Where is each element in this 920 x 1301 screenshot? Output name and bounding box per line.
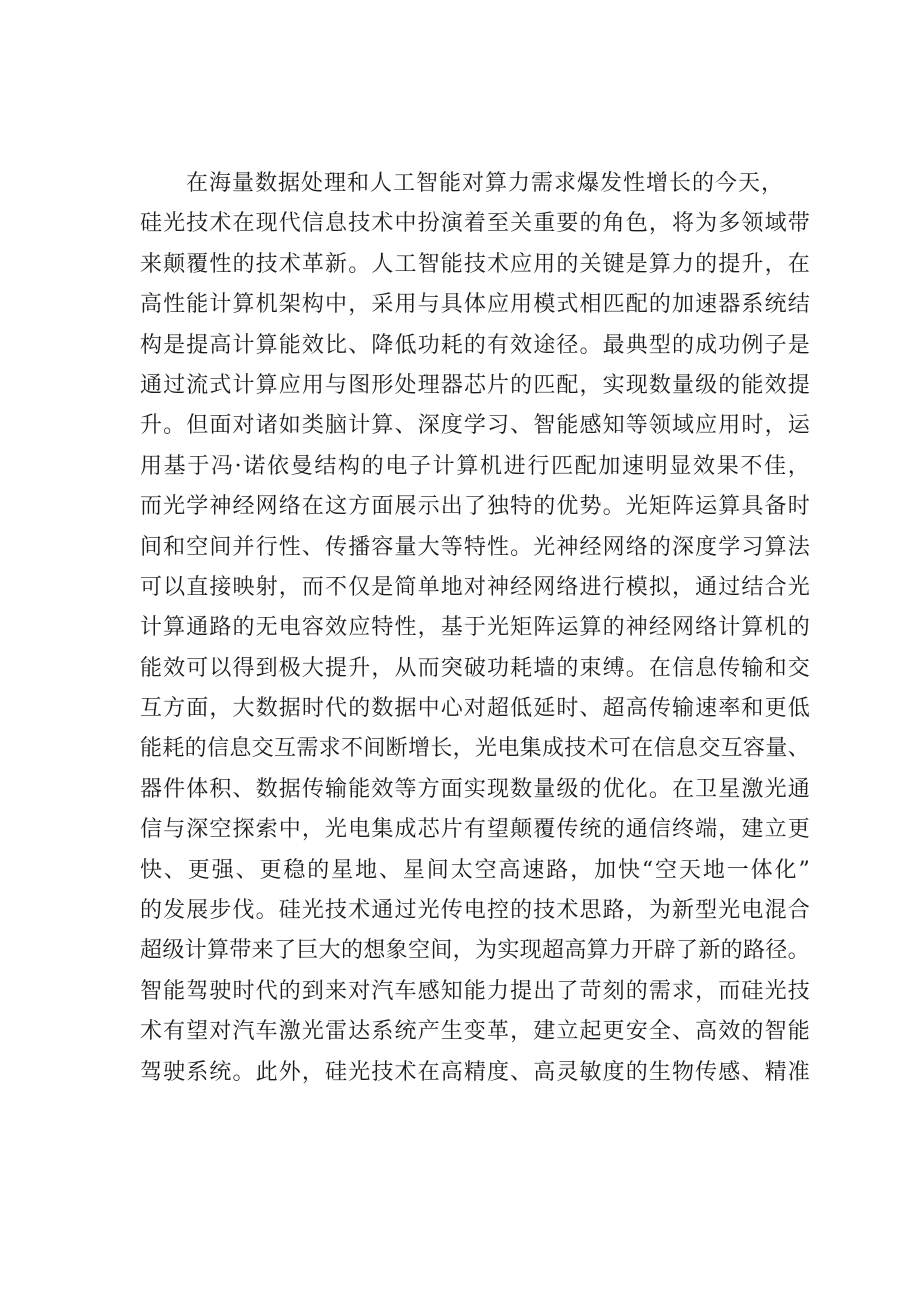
- text-line: 快、更强、更稳的星地、星间太空高速路，加快“空天地一体化”: [140, 857, 810, 883]
- text-line: 构是提高计算能效比、降低功耗的有效途径。最典型的成功例子是: [140, 332, 810, 358]
- text-line: 智能驾驶时代的到来对汽车感知能力提出了苛刻的需求，而硅光技: [140, 978, 810, 1004]
- text-line: 可以直接映射，而不仅是简单地对神经网络进行模拟，通过结合光: [140, 574, 810, 600]
- text-line: 能耗的信息交互需求不间断增长，光电集成技术可在信息交互容量、: [140, 736, 810, 762]
- text-line: 来颠覆性的技术革新。人工智能技术应用的关键是算力的提升，在: [140, 251, 810, 277]
- text-line: 硅光技术在现代信息技术中扮演着至关重要的角色，将为多领域带: [140, 211, 810, 237]
- text-line: 通过流式计算应用与图形处理器芯片的匹配，实现数量级的能效提: [140, 372, 810, 398]
- text-line: 超级计算带来了巨大的想象空间，为实现超高算力开辟了新的路径。: [140, 938, 810, 964]
- text-line: 器件体积、数据传输能效等方面实现数量级的优化。在卫星激光通: [140, 776, 810, 802]
- text-line: 驾驶系统。此外，硅光技术在高精度、高灵敏度的生物传感、精准: [140, 1059, 810, 1085]
- text-line: 间和空间并行性、传播容量大等特性。光神经网络的深度学习算法: [140, 534, 810, 560]
- text-line: 而光学神经网络在这方面展示出了独特的优势。光矩阵运算具备时: [140, 494, 810, 520]
- text-line: 术有望对汽车激光雷达系统产生变革，建立起更安全、高效的智能: [140, 1019, 810, 1045]
- text-line: 能效可以得到极大提升，从而突破功耗墙的束缚。在信息传输和交: [140, 655, 810, 681]
- text-line: 的发展步伐。硅光技术通过光传电控的技术思路，为新型光电混合: [140, 898, 810, 924]
- text-line: 计算通路的无电容效应特性，基于光矩阵运算的神经网络计算机的: [140, 615, 810, 641]
- text-line: 信与深空探索中，光电集成芯片有望颠覆传统的通信终端，建立更: [140, 817, 810, 843]
- text-line: 用基于冯·诺依曼结构的电子计算机进行匹配加速明显效果不佳，: [140, 453, 810, 479]
- body-paragraph: [140, 164, 810, 1093]
- text-line: 升。但面对诸如类脑计算、深度学习、智能感知等领域应用时，运: [140, 413, 810, 439]
- text-line: 在海量数据处理和人工智能对算力需求爆发性增长的今天，: [186, 171, 785, 196]
- text-line: 高性能计算机架构中，采用与具体应用模式相匹配的加速器系统结: [140, 292, 810, 318]
- text-line: 互方面，大数据时代的数据中心对超低延时、超高传输速率和更低: [140, 696, 810, 722]
